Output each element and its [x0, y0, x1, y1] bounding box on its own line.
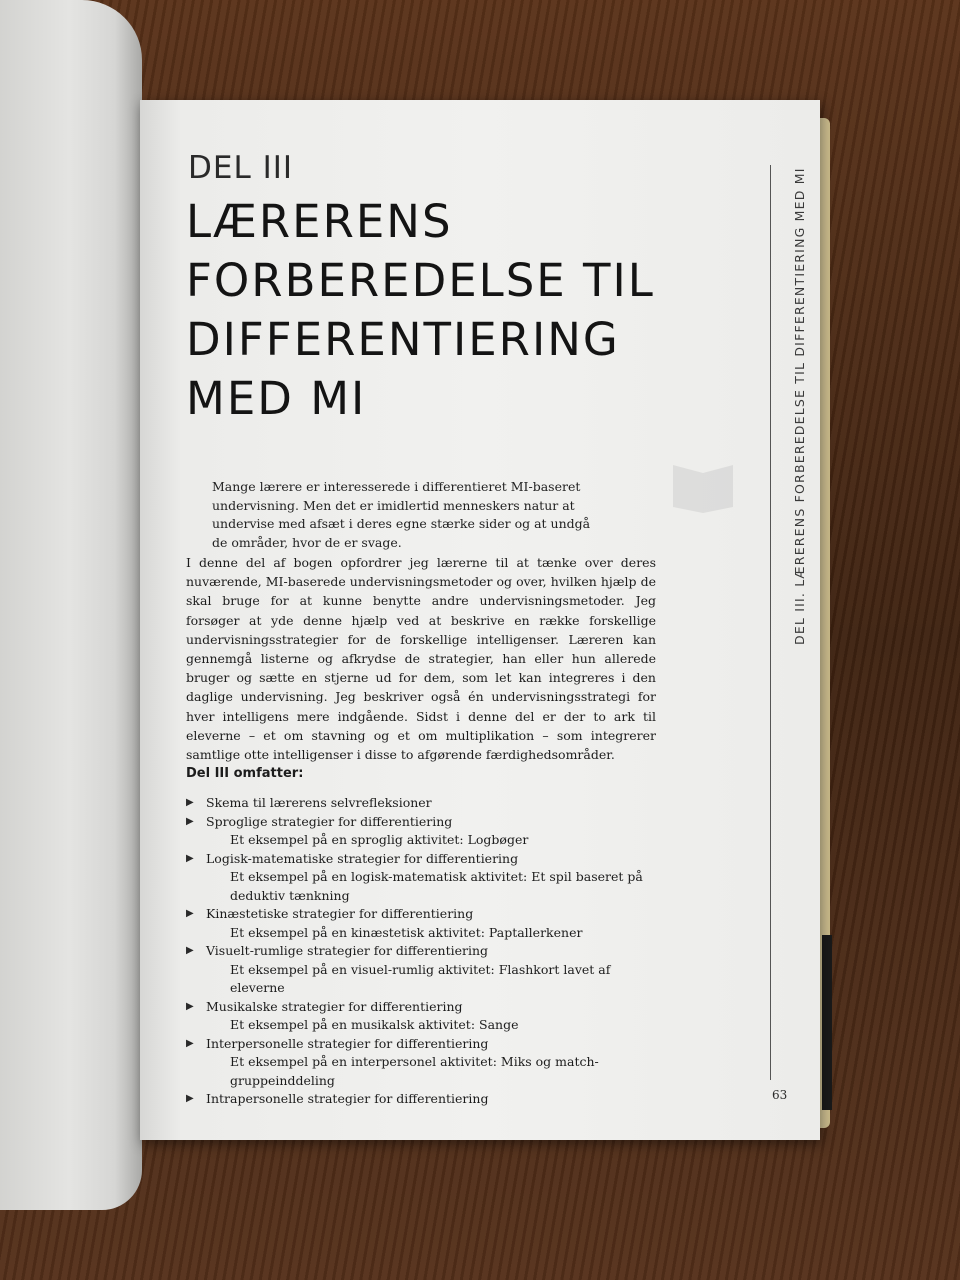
list-item	[186, 813, 666, 832]
section-label: DEL III	[188, 150, 294, 186]
list-subitem: Et eksempel på en interpersonel aktivitet: Miks og match-gruppeinddeling	[230, 1054, 599, 1088]
list-subitem: Et eksempel på en musikalsk aktivitet: Sange	[230, 1017, 519, 1032]
book-page	[140, 100, 820, 1140]
body-paragraph: I denne del af bogen opfordrer jeg lærerne til at tænke over deres nuværende, MI-baserede undervisningsmetoder og over, hvilken hjælp de skal bruge for at kunne benytte andre undervisningsmetoder. Jeg forsøger at yde denne hjælp ved at beskrive en række forskellige undervisningsstrategier for de forskellige intelligenser. Læreren kan gennemgå listerne og afkrydse de strategier, han eller hun allerede bruger og sætte en stjerne ud for dem, som let kan integreres i den daglige undervisning. Jeg beskriver også én undervisningsstrategi for hver intelligens mere indgående. Sidst i denne del er der to ark til eleverne – et om stavning og et om multiplikation – som integrerer samtlige otte intelligenser i disse to afgørende færdighedsområder.	[186, 555, 656, 763]
thumb-index-tab	[822, 935, 832, 1110]
list-item	[186, 905, 666, 924]
triangle-bullet-icon: ▶	[186, 815, 194, 827]
list-subitem: Et eksempel på en logisk-matematisk aktivitet: Et spil baseret på deduktiv tænkning	[230, 869, 643, 903]
list-item-text: Musikalske strategier for differentiering	[206, 998, 463, 1014]
list-item-text: Logisk-matematiske strategier for differentiering	[206, 850, 519, 866]
contents-heading: Del III omfatter:	[186, 766, 304, 781]
triangle-bullet-icon: ▶	[186, 852, 194, 864]
triangle-bullet-icon: ▶	[186, 1093, 194, 1104]
triangle-bullet-icon: ▶	[186, 945, 194, 956]
running-head-rule	[770, 165, 771, 1080]
triangle-bullet-icon: ▶	[186, 1000, 194, 1012]
book-icon	[668, 455, 738, 515]
list-item	[186, 1090, 666, 1109]
list-item	[186, 850, 666, 869]
intro-paragraph: Mange lærere er interesserede i differentieret MI-baseret undervisning. Men det er imidlertid menneskers natur at undervise med afsæt i deres egne stærke sider og at undgå de områder, hvor de er svage.	[212, 479, 591, 550]
list-item	[186, 998, 666, 1017]
list-item-text: Skema til lærerens selvrefleksioner	[206, 795, 432, 810]
list-item-text: Kinæstetiske strategier for differentiering	[206, 906, 474, 921]
list-subitem: Et eksempel på en kinæstetisk aktivitet: Paptallerkener	[230, 924, 583, 940]
page-number: 63	[772, 1088, 788, 1102]
triangle-bullet-icon: ▶	[186, 1037, 194, 1049]
list-item	[186, 1035, 666, 1054]
list-item	[186, 942, 666, 961]
list-item-text: Intrapersonelle strategier for differentiering	[206, 1091, 489, 1106]
chapter-title	[186, 192, 746, 428]
running-head: DEL III. LÆRERENS FORBEREDELSE TIL DIFFERENTIERING MED MI	[792, 167, 807, 645]
title-line: DIFFERENTIERING	[186, 313, 620, 366]
title-line: FORBEREDELSE TIL	[186, 254, 655, 307]
left-page	[0, 0, 142, 1210]
list-item-text: Visuelt-rumlige strategier for differentiering	[206, 943, 489, 958]
title-line: LÆRERENS	[186, 195, 453, 248]
list-subitem: Et eksempel på en visuel-rumlig aktivitet: Flashkort lavet af eleverne	[230, 961, 611, 995]
contents-list	[186, 794, 666, 1109]
triangle-bullet-icon: ▶	[186, 908, 194, 919]
list-subitem: Et eksempel på en sproglig aktivitet: Logbøger	[230, 832, 529, 847]
list-item-text: Sproglige strategier for differentiering	[206, 813, 453, 829]
list-item	[186, 794, 666, 813]
list-item-text: Interpersonelle strategier for differentiering	[206, 1035, 489, 1051]
triangle-bullet-icon: ▶	[186, 797, 194, 808]
title-line: MED MI	[186, 372, 367, 425]
